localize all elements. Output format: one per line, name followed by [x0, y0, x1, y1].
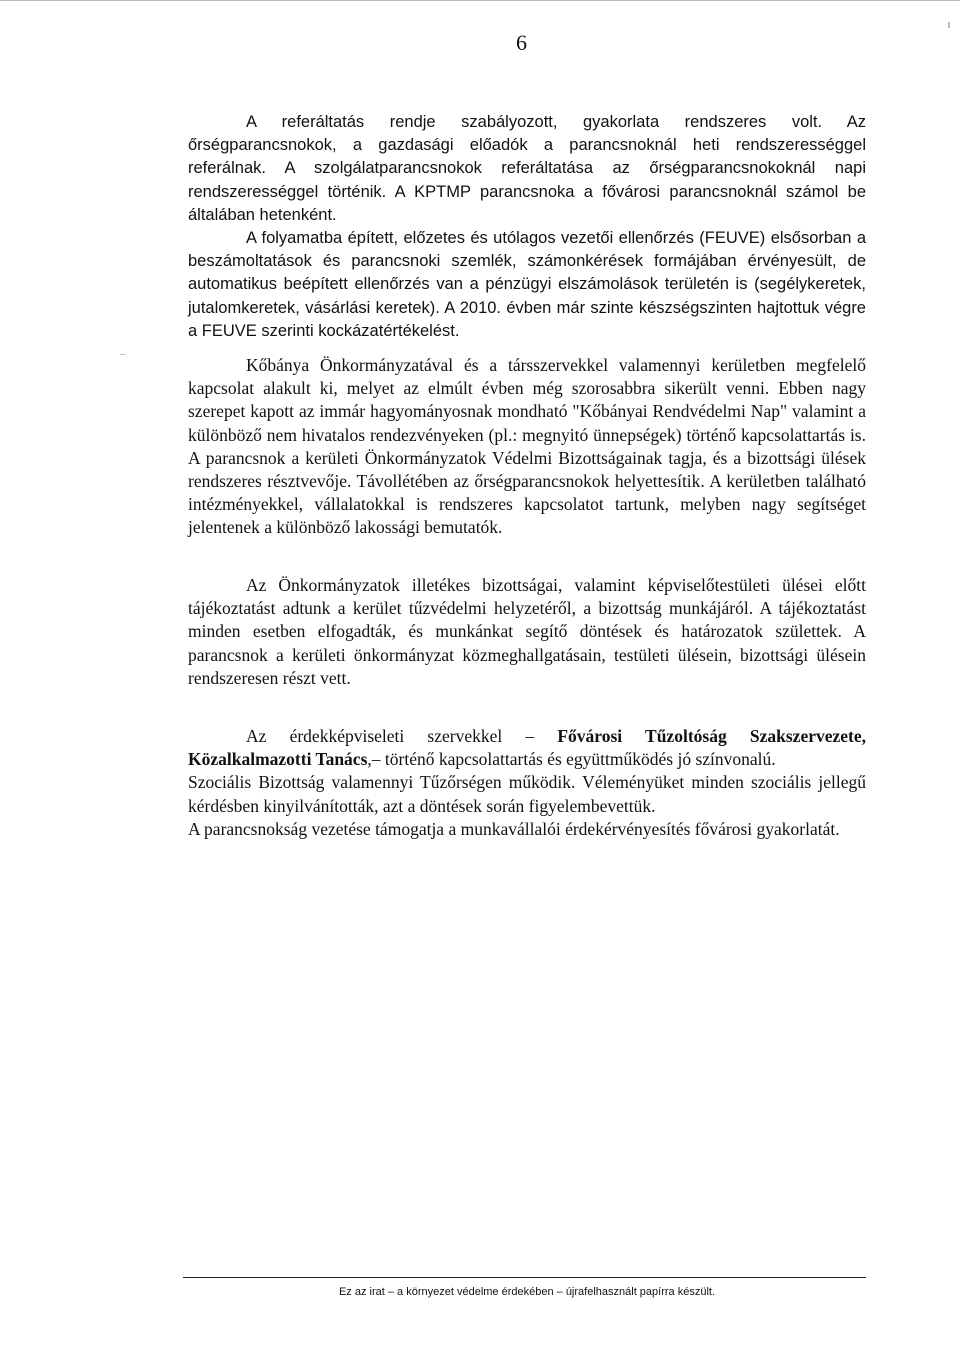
paragraph-kobanya-relations: Kőbánya Önkormányzatával és a társszervekkel valamennyi kerületben megfelelő kapcsolat alakult ki, melyet az elmúlt évben még szorosabbra sikerült venni. Ebben nagy szerepet kapott az immár hagyományosnak mondható "Kőbányai Rendvédelmi Nap" valamint a különböző nem hivatalos rendezvényeken (pl.: megnyitó ünnepségek) történő kapcsolattartás is. A parancsnok a kerületi Önkormányzatok Védelmi Bizottságainak tagja, és a bizottsági ülések rendszeres résztvevője. Távollétében az őrségparancsnokok helyettesítik. A kerületben található intézményekkel, vállalatokkal is rendszeres kapcsolatot tartunk, melyben nagy segítséget jelentenek a különböző lakossági bemutatók. — [188, 355, 866, 538]
footer-divider — [183, 1277, 866, 1278]
scan-speck — [948, 22, 950, 28]
paragraph-referral-system: A referáltatás rendje szabályozott, gyakorlata rendszeres volt. Az őrségparancsnokok, a gazdasági előadók a parancsnoknál heti rendszerességgel referálnak. A szolgálatparancsnokok referáltatása az őrségparancsnokoknál napi rendszerességgel történik. A KPTMP parancsnoka a fővárosi parancsnoknál számol be általában hetenként. — [188, 113, 866, 224]
scan-edge-mark — [0, 0, 960, 1]
section-interest-representation — [188, 725, 866, 841]
section-local-government-relations — [188, 354, 866, 540]
interest-intro-text: Az érdekképviseleti szervekkel – — [246, 726, 558, 746]
paragraph-social-committee: Szociális Bizottság valamennyi Tűzőrségen működik. Véleményüket minden szociális jellegű kérdésben kinyilvánították, azt a döntések során figyelembevettük. — [188, 772, 866, 816]
scan-speck — [120, 354, 125, 355]
paragraph-interest-representation — [188, 725, 866, 771]
section-committees — [188, 574, 866, 690]
interest-after-text: ,– történő kapcsolattartás és együttműködés jó színvonalú. — [367, 749, 776, 770]
footer-recycled-paper-note: Ez az irat – a környezet védelme érdekében – újrafelhasznált papírra készült. — [338, 1286, 716, 1298]
paragraph-feuve: A folyamatba épített, előzetes és utólagos vezetői ellenőrzés (FEUVE) elsősorban a beszámoltatások és parancsnoki szemlék, számonkérések formájában érvényesült, de automatikus beépített ellenőrzés van a pénzügyi elszámolások területén is (segélykeretek, jutalomkeretek, vásárlási keretek). A 2010. évben már szinte készségszinten hajtottuk végre a FEUVE szerinti kockázatértékelést. — [188, 229, 866, 340]
section-internal-control — [188, 111, 866, 343]
union-names-bold: Fővárosi Tűzoltóság Szakszervezete, Közalkalmazotti Tanács — [188, 726, 866, 770]
paragraph-employee-interests: A parancsnokság vezetése támogatja a munkavállalói érdekérvényesítés fővárosi gyakorlatát. — [188, 818, 840, 839]
page-number: 6 — [516, 30, 527, 55]
paragraph-committee-briefings: Az Önkormányzatok illetékes bizottságai, valamint képviselőtestületi ülései előtt tájékoztatást adtunk a kerület tűzvédelmi helyzetéről, a bizottság munkájáról. A tájékoztatást minden esetben elfogadták, és munkánkat segítő döntések és határozatok születtek. A parancsnok a kerületi önkormányzat közmeghallgatásain, testületi ülésein, bizottsági ülésein rendszeresen részt vett. — [188, 575, 866, 688]
